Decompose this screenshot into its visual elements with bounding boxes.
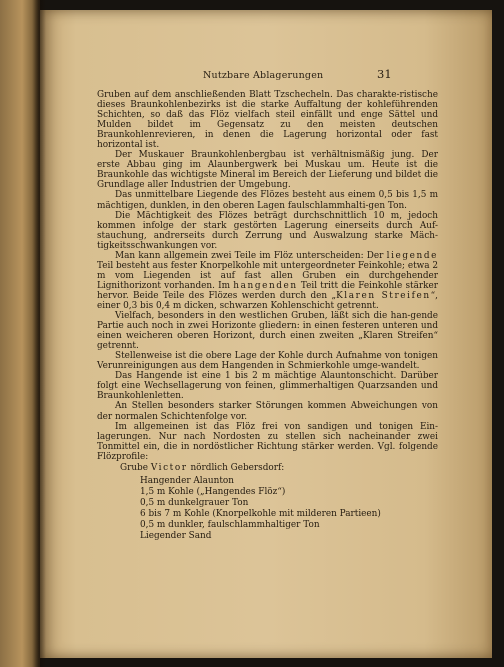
text-run: Teil besteht aus fester Knorpelkohle mit untergeordneter Feinkohle; etwa 2 m vom Liegenden ist auf fast allen Gruben ein durchgehender Lignithorizont vorhanden. Im <box>97 260 438 291</box>
profile-layer: Hangender Alaunton <box>140 475 234 486</box>
body-text <box>97 90 438 542</box>
profile-location: nördlich Gebersdorf: <box>190 462 285 473</box>
paragraph: Im allgemeinen ist das Flöz frei von sandigen und tonigen Ein-lagerungen. Nur nach Nordosten zu stellen sich nacheinander zwei Tonmittel ein, die in nordöstlicher Richtung stärker werden. Vgl. folgende Flözprofile: <box>97 421 438 462</box>
paragraph: Die Mächtigkeit des Flözes beträgt durchschnittlich 10 m, jedoch kommen infolge der stark gestörten Lagerung einerseits durch Auf-stauchung, andrerseits durch Zerrung und Auswalzung starke Mäch-tigkeitsschwankungen vor. <box>97 210 438 251</box>
paragraph: Der Muskauer Braunkohlenbergbau ist verhältnismäßig jung. Der erste Abbau ging im Alaunbergwerk bei Muskau um. Heute ist die Braunkohle das wichtigste Mineral im Bereich der Lieferung und bildet die Grundlage aller Industrien der Umgebung. <box>97 150 438 191</box>
mine-name: Victor <box>150 462 188 473</box>
running-title: Nutzbare Ablagerungen <box>203 70 324 81</box>
profile-layer: 6 bis 7 m Kohle (Knorpelkohle mit milderen Partieen) <box>140 508 381 519</box>
paragraph: Das Hangende ist eine 1 bis 2 m mächtige Alauntonschicht. Darüber folgt eine Wechsellagerung von feinen, glimmerhaltigen Quarzsanden und Braunkohlenletten. <box>97 371 438 402</box>
paragraph: Das unmittelbare Liegende des Flözes besteht aus einem 0,5 bis 1,5 m mächtigen, dunklen, in den oberen Lagen faulschlammhalti-gen Ton. <box>97 190 438 211</box>
paragraph: Vielfach, besonders in den westlichen Gruben, läßt sich die han-gende Partie auch noch in zwei Horizonte gliedern: in einen festeren unteren und einen weicheren oberen Horizont, durch einen zweiten „Klaren Streifen“ getrennt. <box>97 311 438 352</box>
gutter-shadow <box>32 0 46 667</box>
spaced-term-klaren-streifen: Klaren Streifen <box>336 290 431 301</box>
paragraph: Gruben auf dem anschließenden Blatt Tzschecheln. Das charakte-ristische dieses Braunkohlenbezirks ist die starke Auffaltung der kohleführenden Schichten, so daß das Flöz vielfach steil einfällt und enge Sättel und Mulden bildet im Gegensatz zu den meisten deutschen Braunkohlenrevieren, in denen die Lagerung horizontal oder fast horizontal ist. <box>97 90 438 151</box>
profile-layer: 0,5 m dunkler, faulschlammhaltiger Ton <box>140 519 320 530</box>
paragraph: An Stellen besonders starker Störungen kommen Abweichungen von der normalen Schichtenfolge vor. <box>97 401 438 422</box>
paragraph-flöz-parts <box>97 251 438 311</box>
profile-layer: Liegender Sand <box>140 530 212 541</box>
spaced-term-liegende: liegende <box>386 250 438 261</box>
paragraph: Stellenweise ist die obere Lage der Kohle durch Aufnahme von tonigen Verunreinigungen aus dem Hangenden in Schmierkohle umge-wandelt. <box>97 351 438 372</box>
text-run: Teil tritt die Feinkohle stärker hervor. Beide Teile des Flözes werden durch den „ <box>97 280 438 301</box>
flöz-profile <box>97 463 438 542</box>
book-page <box>40 10 492 658</box>
page-header <box>40 67 492 86</box>
profile-layer: 0,5 m dunkelgrauer Ton <box>140 497 249 508</box>
text-run: Man kann allgemein zwei Teile im Flöz unterscheiden: Der <box>115 250 384 261</box>
profile-heading <box>97 463 438 473</box>
page-number: 31 <box>377 67 392 81</box>
profile-layer-list <box>97 476 438 542</box>
profile-layer: 1,5 m Kohle („Hangendes Flöz“) <box>140 486 286 497</box>
spaced-term-hangenden: hangenden <box>233 280 298 291</box>
profile-prefix: Grube <box>120 462 148 473</box>
text-run: “, einer 0,3 bis 0,4 m dicken, schwarzen Kohlenschicht getrennt. <box>97 290 438 311</box>
